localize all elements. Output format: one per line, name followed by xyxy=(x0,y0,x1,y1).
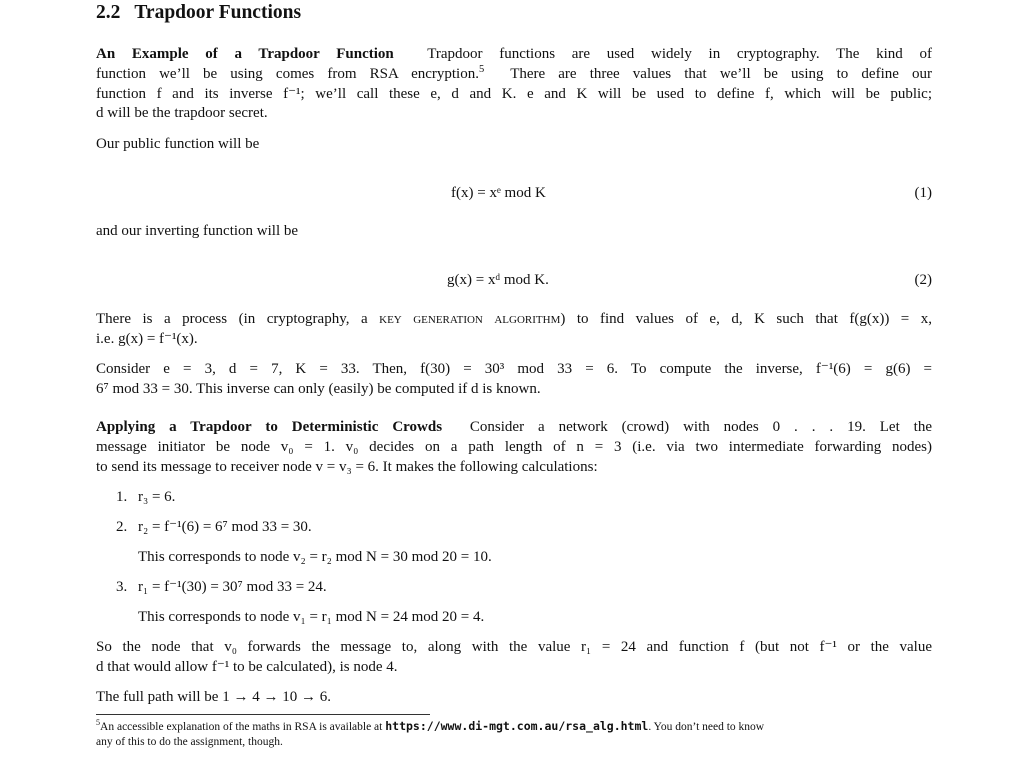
para5-line1: So the node that v₀ forwards the message to, along with the value r₁ = 24 and function f (but not f⁻¹ or the value xyxy=(96,639,932,655)
para2-text1b: ) to find values of e, d, K such that f(g(x)) = x, xyxy=(560,311,933,327)
list-item xyxy=(116,578,916,597)
section-number: 2.2 xyxy=(96,2,121,23)
list-item-text: r₁ = f⁻¹(30) = 30⁷ mod 33 = 24. xyxy=(138,579,327,595)
footnote-mark: 5 xyxy=(96,718,101,728)
para1-text2a: function we’ll be using comes from RSA encryption. xyxy=(96,66,479,82)
public-function-intro: Our public function will be xyxy=(96,136,260,152)
para4-line1 xyxy=(96,418,932,437)
para4-line2: message initiator be node v₀ = 1. v₀ decides on a path length of n = 3 (i.e. via two intermediate forwarding nodes) xyxy=(96,439,932,455)
footnote-url[interactable]: https://www.di-mgt.com.au/rsa_alg.html xyxy=(385,719,649,733)
para4-heading: Applying a Trapdoor to Deterministic Crowds xyxy=(96,419,443,435)
footnote-line1 xyxy=(96,719,932,735)
para1-line4: d will be the trapdoor secret. xyxy=(96,105,268,121)
full-path-sentence: The full path will be 1 → 4 → 10 → 6. xyxy=(96,689,331,705)
para1-line2 xyxy=(96,65,932,84)
para3-line2: 6⁷ mod 33 = 30. This inverse can only (easily) be computed if d is known. xyxy=(96,381,541,397)
para3-line1: Consider e = 3, d = 7, K = 33. Then, f(30) = 30³ mod 33 = 6. To compute the inverse, f⁻¹(6) = g(6) = xyxy=(96,361,932,377)
para4-text1: Consider a network (crowd) with nodes 0 . . . 19. Let the xyxy=(469,419,932,435)
list-item-number: 1. xyxy=(116,489,128,505)
footnote-text1b: . You don’t need to know xyxy=(648,721,765,733)
list-item-number: 2. xyxy=(116,519,128,535)
list-item-text: r₂ = f⁻¹(6) = 6⁷ mod 33 = 30. xyxy=(138,519,312,535)
para2-line2: i.e. g(x) = f⁻¹(x). xyxy=(96,331,198,347)
para1-line1 xyxy=(96,45,932,64)
footnote-rule xyxy=(96,714,430,715)
para1-heading: An Example of a Trapdoor Function xyxy=(96,46,394,62)
equation-1-number: (1) xyxy=(914,185,932,201)
footnote-line2: any of this to do the assignment, though. xyxy=(96,736,283,748)
list-item xyxy=(116,518,916,537)
list-item-number: 3. xyxy=(116,579,128,595)
footnote-text1a: An accessible explanation of the maths in RSA is available at xyxy=(100,721,383,733)
para2-line1 xyxy=(96,310,932,329)
para4-line3: to send its message to receiver node v = v₃ = 6. It makes the following calculations: xyxy=(96,459,598,475)
equation-2: g(x) = xᵈ mod K. xyxy=(447,272,549,288)
para1-line3: function f and its inverse f⁻¹; we’ll call these e, d and K. e and K will be used to define f, which will be public; xyxy=(96,86,932,102)
inverting-function-intro: and our inverting function will be xyxy=(96,223,299,239)
equation-1: f(x) = xᵉ mod K xyxy=(451,185,546,201)
footnote-ref: 5 xyxy=(478,64,485,75)
section-heading xyxy=(96,2,301,24)
para1-text2b: There are three values that we’ll be using to define our xyxy=(510,66,932,82)
equation-2-number: (2) xyxy=(914,272,932,288)
para2-text1a: There is a process (in cryptography, a xyxy=(96,311,368,327)
list-item-note: This corresponds to node v₁ = r₁ mod N = 24 mod 20 = 4. xyxy=(138,609,485,625)
key-generation-term: key generation algorithm xyxy=(379,311,561,327)
list-item xyxy=(116,488,916,507)
list-item-text: r₃ = 6. xyxy=(138,489,176,505)
list-item-note: This corresponds to node v₂ = r₂ mod N = 30 mod 20 = 10. xyxy=(138,549,492,565)
section-title: Trapdoor Functions xyxy=(134,2,302,23)
para5-line2: d that would allow f⁻¹ to be calculated), is node 4. xyxy=(96,659,398,675)
para1-text1: Trapdoor functions are used widely in cryptography. The kind of xyxy=(427,46,933,62)
